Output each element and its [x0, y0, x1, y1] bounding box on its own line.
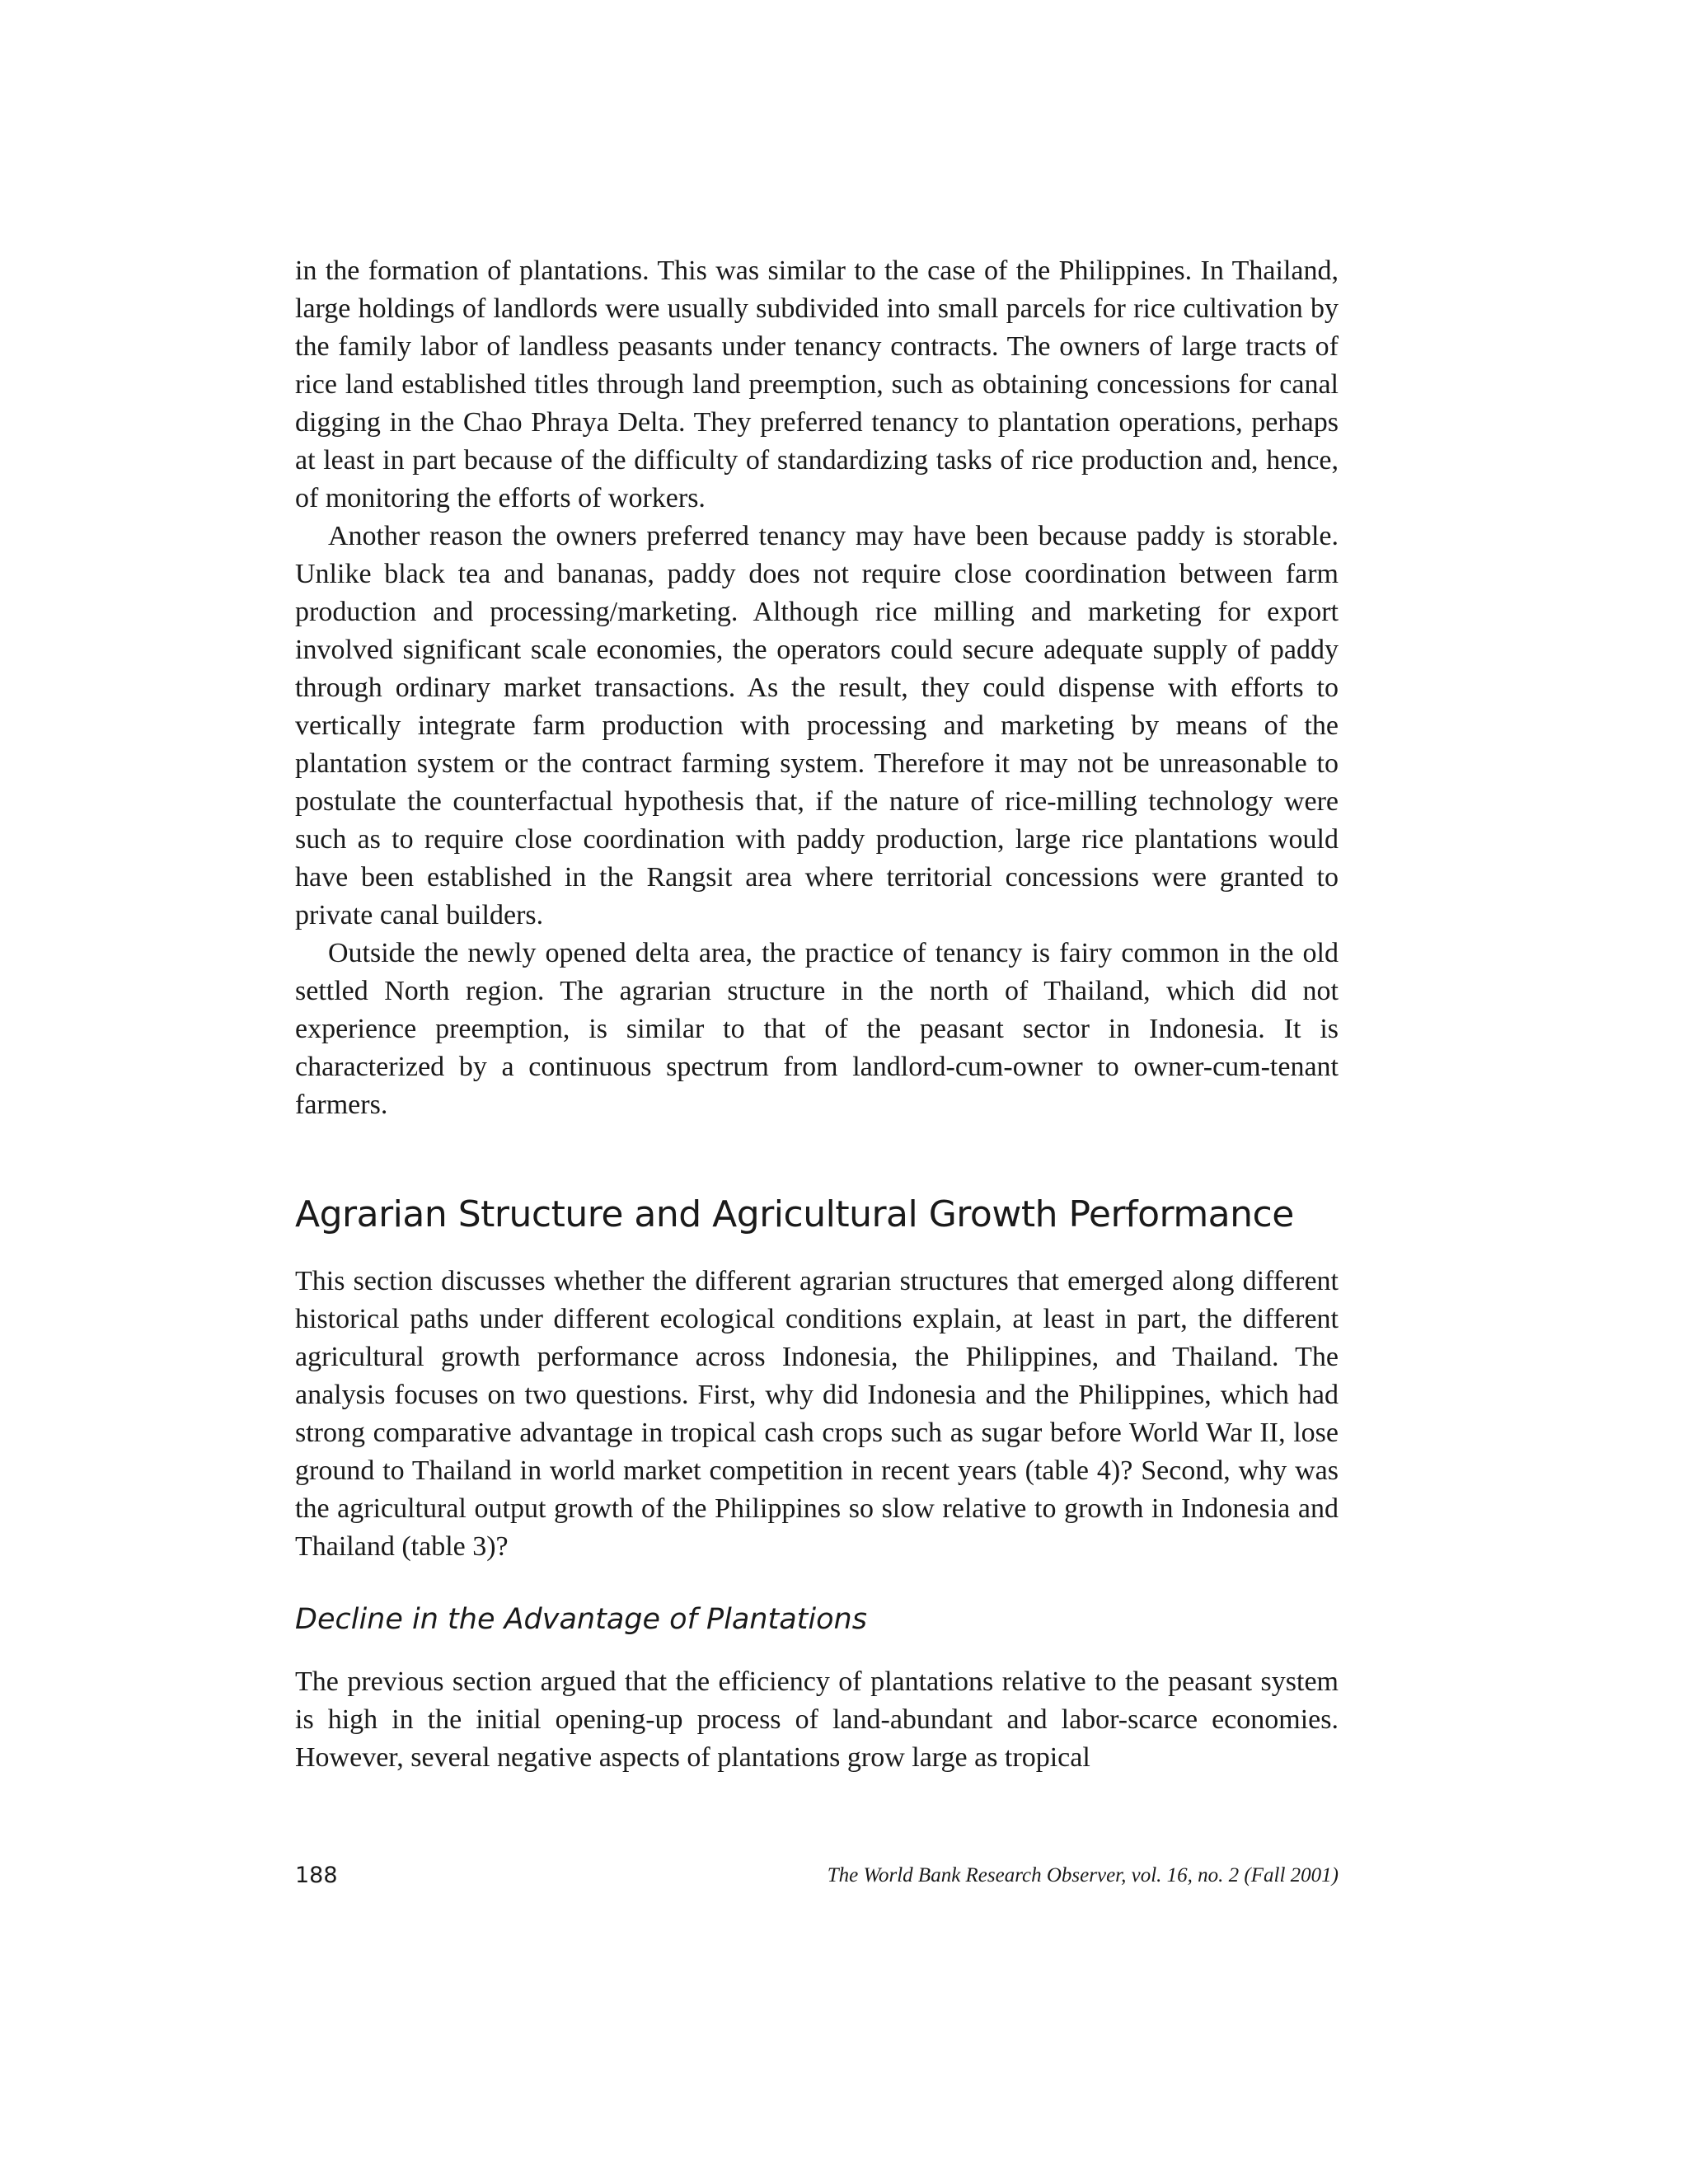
journal-citation: The World Bank Research Observer, vol. 16, no. 2 (Fall 2001) [827, 1864, 1339, 1886]
paragraph-plantation-efficiency: The previous section argued that the efficiency of plantations relative to the peasant system is high in the initial opening-up process of land-abundant and labor-scarce economies. However, several negative aspects of plantations grow large as tropical [295, 1666, 1339, 1773]
paragraph-tenancy-thailand: in the formation of plantations. This was similar to the case of the Philippines. In Thailand, large holdings of landlords were usually subdivided into small parcels for rice cultivation by the family labor of landless peasants under tenancy contracts. The owners of large tracts of rice land established titles through land preemption, such as obtaining concessions for canal digging in the Chao Phraya Delta. They preferred tenancy to plantation operations, perhaps at least in part because of the difficulty of standardizing tasks of rice production and, hence, of monitoring the efforts of workers. [295, 255, 1339, 513]
page-number: 188 [295, 1863, 338, 1888]
paragraph-north-region: Outside the newly opened delta area, the practice of tenancy is fairy common in the old settled North region. The agrarian structure in the north of Thailand, which did not experience preemption, is similar to that of the peasant sector in Indonesia. It is characterized by a continuous spectrum from landlord-cum-owner to owner-cum-tenant farmers. [295, 938, 1339, 1120]
page-footer [295, 1859, 1339, 1892]
paragraph-paddy-storable: Another reason the owners preferred tenancy may have been because paddy is storable. Unlike black tea and bananas, paddy does not require close coordination between farm production and processing/marketing. Although rice milling and marketing for export involved significant scale economies, the operators could secure adequate supply of paddy through ordinary market transactions. As the result, they could dispense with efforts to vertically integrate farm production with processing and marketing by means of the plantation system or the contract farming system. Therefore it may not be unreasonable to postulate the counterfactual hypothesis that, if the nature of rice-milling technology were such as to require close coordination with paddy production, large rice plantations would have been established in the Rangsit area where territorial concessions were granted to private canal builders. [295, 521, 1339, 930]
page-body [295, 252, 1339, 1777]
subsection-heading: Decline in the Advantage of Plantations [295, 1603, 867, 1636]
paragraph-section-intro: This section discusses whether the different agrarian structures that emerged along different historical paths under different ecological conditions explain, at least in part, the different agricultural growth performance across Indonesia, the Philippines, and Thailand. The analysis focuses on two questions. First, why did Indonesia and the Philippines, which had strong comparative advantage in tropical cash crops such as sugar before World War II, lose ground to Thailand in world market competition in recent years (table 4)? Second, why was the agricultural output growth of the Philippines so slow relative to growth in Indonesia and Thailand (table 3)? [295, 1266, 1339, 1562]
section-heading: Agrarian Structure and Agricultural Growth Performance [295, 1193, 1294, 1235]
